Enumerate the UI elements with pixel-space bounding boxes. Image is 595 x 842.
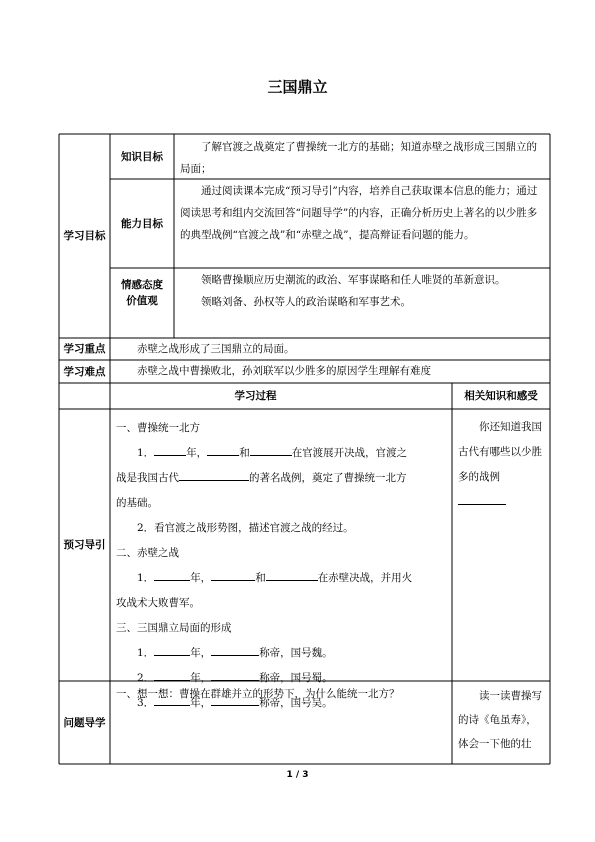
difficulty-text: 赤壁之战中曹操败北，孙刘联军以少胜多的原因学生理解有难度 <box>137 365 431 377</box>
s3-item-1: 1． 年， 称帝，国号魏。 <box>116 641 446 666</box>
key-point-label: 学习重点 <box>63 343 106 355</box>
s3-item-2: 2． 年， 称帝，国号蜀。 <box>116 666 446 691</box>
s1-question-1: 1． 年， 和 在官渡展开决战，官渡之 <box>116 441 446 466</box>
emotion-text-1: 领略曹操顺应历史潮流的政治、军事谋略和任人唯贤的革新意识。 <box>201 274 506 286</box>
blank[interactable] <box>250 441 292 456</box>
preview-label: 预习导引 <box>63 539 106 551</box>
blank[interactable] <box>211 641 259 656</box>
process-header: 学习过程 <box>234 390 277 402</box>
section-2-title: 二、赤壁之战 <box>116 547 179 559</box>
emotion-label-line1: 情感态度 <box>121 279 163 291</box>
s2-question-1: 1． 年， 和 在赤壁决战，并用火 <box>116 566 446 591</box>
emotion-text <box>180 269 544 313</box>
section-3-title: 三、三国鼎立局面的形成 <box>116 622 232 634</box>
knowledge-text: 了解官渡之战奠定了曹操统一北方的基础；知道赤壁之战形成三国鼎立的局面； <box>180 141 537 175</box>
question-1: 一、想一想：曹操在群雄并立的形势下，为什么能统一北方？ <box>116 688 400 700</box>
blank[interactable] <box>207 441 239 456</box>
related-header: 相关知识和感受 <box>464 390 538 402</box>
page-title: 三国鼎立 <box>267 78 328 96</box>
blank[interactable] <box>458 490 506 505</box>
blank[interactable] <box>154 666 190 681</box>
objectives-label: 学习目标 <box>63 230 106 242</box>
questions-side-text: 读一读曹操写的诗《龟虽寿》，体会一下他的壮 <box>458 690 542 750</box>
knowledge-label: 知识目标 <box>121 150 163 163</box>
emotion-label <box>110 268 174 318</box>
page-number: 1 / 3 <box>286 770 309 780</box>
preview-side <box>458 415 544 515</box>
s1-question-2: 2．看官渡之战形势图，描述官渡之战的经过。 <box>137 522 354 534</box>
ability-text: 通过阅读课本完成“预习导引”内容，培养自己获取课本信息的能力；通过阅读思考和组内交流回答“问题导学”的内容，正确分析历史上著名的以少胜多的典型战例“官渡之战”和“赤壁之战”，提高辩证看问题的能力。 <box>180 185 538 241</box>
ability-label: 能力目标 <box>121 217 163 230</box>
blank[interactable] <box>266 566 318 581</box>
blank[interactable] <box>179 466 249 481</box>
emotion-label-line2: 价值观 <box>126 295 158 307</box>
blank[interactable] <box>154 441 186 456</box>
blank[interactable] <box>211 566 255 581</box>
questions-label: 问题导学 <box>63 716 106 729</box>
s3-item-3: 3． 年， 称帝，国号吴。 <box>116 691 446 716</box>
s1-question-1-cont: 战是我国古代 的著名战例，奠定了曹操统一北方 <box>116 466 446 491</box>
blank[interactable] <box>154 641 190 656</box>
blank[interactable] <box>154 566 190 581</box>
difficulty-label: 学习难点 <box>63 365 106 378</box>
emotion-text-2: 领略刘备、孙权等人的政治谋略和军事艺术。 <box>201 296 411 308</box>
s1-question-1-end: 的基础。 <box>116 497 158 509</box>
preview-side-text: 你还知道我国古代有哪些以少胜多的战例 <box>458 421 542 483</box>
section-1-title: 一、曹操统一北方 <box>116 422 200 434</box>
s2-question-1-cont: 攻战术大败曹军。 <box>116 597 200 609</box>
key-point-text: 赤壁之战形成了三国鼎立的局面。 <box>137 343 295 355</box>
preview-content <box>116 416 446 716</box>
blank[interactable] <box>211 666 259 681</box>
